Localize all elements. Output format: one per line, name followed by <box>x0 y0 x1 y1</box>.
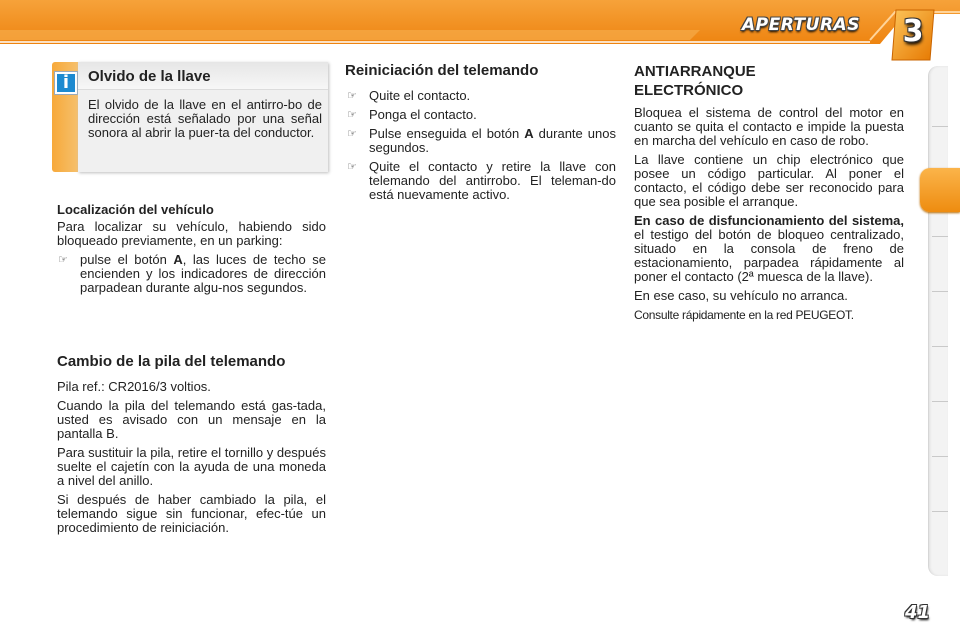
side-tab-divider <box>932 236 948 237</box>
step-text: Ponga el contacto. <box>369 107 477 122</box>
info-title: Olvido de la llave <box>88 68 211 85</box>
bullet-text: pulse el botón <box>80 252 174 267</box>
side-tab-divider <box>932 291 948 292</box>
title-line: ELECTRÓNICO <box>634 82 744 99</box>
info-body: El olvido de la llave en el antirro-bo de dirección está señalado por una señal sonora al abrir la puer-ta del conductor. <box>88 97 322 140</box>
localizacion-intro: Para localizar su vehículo, habiendo sido bloqueado previamente, en un parking: <box>57 219 326 248</box>
list-item <box>57 253 326 295</box>
pointing-hand-icon: ☞ <box>58 254 68 266</box>
paragraph <box>634 214 904 284</box>
side-tab-chapter-3[interactable] <box>920 168 960 212</box>
pointing-hand-icon: ☞ <box>347 128 357 140</box>
list-item <box>346 160 616 202</box>
side-tab-divider <box>932 126 948 127</box>
side-tab-divider <box>932 401 948 402</box>
warning-lead: En caso de disfuncionamiento del sistema, <box>634 213 904 228</box>
info-icon: i <box>55 72 77 94</box>
antiarranque-section <box>634 106 904 322</box>
paragraph: Cuando la pila del telemando está gas-tada, usted es avisado con un mensaje en la pantalla B. <box>57 398 326 441</box>
side-tab-divider <box>932 511 948 512</box>
paragraph: Para sustituir la pila, retire el tornillo y después suelte el cajetín con la ayuda de una moneda a nivel del anillo. <box>57 445 326 488</box>
button-key-label: A <box>524 126 534 141</box>
page-number: 41 <box>905 602 931 623</box>
localizacion-section <box>57 220 326 295</box>
pointing-hand-icon: ☞ <box>347 161 357 173</box>
paragraph: Consulte rápidamente en la red PEUGEOT. <box>634 308 854 322</box>
side-tab-divider <box>932 456 948 457</box>
side-tab-strip <box>928 66 960 576</box>
paragraph: Bloquea el sistema de control del motor en cuanto se quita el contacto e impide la puesta en marcha del vehículo en caso de robo. <box>634 105 904 148</box>
side-tab-divider <box>932 346 948 347</box>
paragraph: La llave contiene un chip electrónico que posee un código particular. Al poner el contacto, el código debe ser reconocido para que sea posible el arranque. <box>634 152 904 209</box>
info-box <box>52 62 328 172</box>
step-text: durante unos segundos. <box>369 126 616 155</box>
info-panel <box>78 62 328 172</box>
step-text: Quite el contacto. <box>369 88 471 103</box>
list-item <box>346 108 616 122</box>
list-item <box>346 127 616 155</box>
paragraph: Si después de haber cambiado la pila, el telemando sigue sin funcionar, efec-túe un procedimiento de reiniciación. <box>57 492 326 535</box>
pointing-hand-icon: ☞ <box>347 109 357 121</box>
chapter-number: 3 <box>902 14 924 49</box>
step-text: Pulse enseguida el botón <box>369 126 525 141</box>
reiniciacion-steps <box>346 89 616 202</box>
button-key-label: A <box>173 252 183 267</box>
section-title-reiniciacion: Reiniciación del telemando <box>345 62 539 79</box>
section-title-antiarranque <box>634 62 756 100</box>
paragraph: En ese caso, su vehículo no arranca. <box>634 288 848 303</box>
chapter-title: APERTURAS <box>742 15 860 35</box>
section-title-cambio: Cambio de la pila del telemando <box>57 353 286 370</box>
warning-text: el testigo del botón de bloqueo centralizado, situado en la consola de freno de estacionamiento, parpadea rápidamente al poner el contacto (2ª muesca de la llave). <box>634 227 904 284</box>
section-title-localizacion: Localización del vehículo <box>57 202 214 217</box>
step-text: Quite el contacto y retire la llave con telemando del antirrobo. El teleman-do está nuevamente activo. <box>369 159 616 202</box>
paragraph: Pila ref.: CR2016/3 voltios. <box>57 379 211 394</box>
side-tab-background <box>928 66 948 576</box>
title-line: ANTIARRANQUE <box>634 63 756 80</box>
list-item <box>346 89 616 103</box>
bullet-text: , las luces de techo se encienden y los indicadores de dirección parpadean durante algu-nos segundos. <box>80 252 326 295</box>
cambio-section <box>57 380 326 535</box>
pointing-hand-icon: ☞ <box>347 90 357 102</box>
